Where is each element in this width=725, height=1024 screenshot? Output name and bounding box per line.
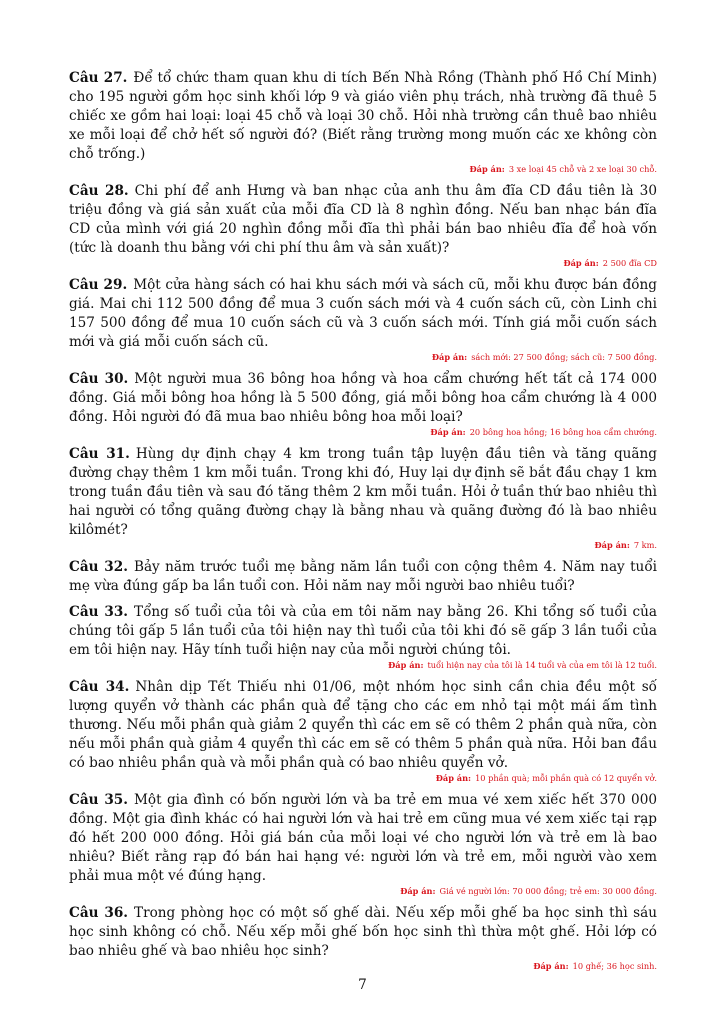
answer-label: Đáp án: — [388, 660, 424, 670]
question-35 — [69, 791, 657, 886]
question-36 — [69, 904, 657, 961]
question-text: Trong phòng học có một số ghế dài. Nếu xếp mỗi ghế ba học sinh thì sáu học sinh không có chỗ. Nếu xếp mỗi ghế bốn học sinh thì thừa một ghế. Hỏi lớp có bao nhiêu ghế và bao nhiêu học sinh? — [69, 905, 657, 959]
question-27 — [69, 69, 657, 164]
answer-text: 20 bông hoa hồng; 16 bông hoa cẩm chướng. — [469, 427, 657, 437]
answer-text: 3 xe loại 45 chỗ và 2 xe loại 30 chỗ. — [508, 164, 657, 174]
answer-35 — [69, 886, 657, 897]
question-number: Câu 33. — [69, 604, 129, 620]
question-number: Câu 34. — [69, 679, 130, 695]
question-text: Bảy năm trước tuổi mẹ bằng năm lần tuổi con cộng thêm 4. Năm nay tuổi mẹ vừa đúng gấp ba lần tuổi con. Hỏi năm nay mỗi người bao nhiêu tuổi? — [69, 559, 657, 594]
question-number: Câu 28. — [69, 183, 129, 199]
answer-text: 2 500 đĩa CD — [602, 258, 657, 268]
answer-label: Đáp án: — [469, 164, 505, 174]
question-text: Một cửa hàng sách có hai khu sách mới và sách cũ, mỗi khu được bán đồng giá. Mai chi 112 500 đồng để mua 3 cuốn sách mới và 4 cuốn sách cũ, còn Linh chi 157 500 đồng để mua 10 cuốn sách cũ và 3 cuốn sách mới. Tính giá mỗi cuốn sách mới và giá mỗi cuốn sách cũ. — [69, 277, 658, 350]
answer-text: 10 phần quà; mỗi phần quà có 12 quyển vở. — [475, 773, 657, 783]
question-33 — [69, 603, 657, 660]
page-number: 7 — [358, 977, 367, 993]
question-number: Câu 31. — [69, 446, 130, 462]
answer-label: Đáp án: — [435, 773, 472, 783]
question-text: Để tổ chức tham quan khu di tích Bến Nhà Rồng (Thành phố Hồ Chí Minh) cho 195 người gồm học sinh khối lớp 9 và giáo viên phụ trách, nhà trường đã thuê 5 chiếc xe gồm hai loại: loại 45 chỗ và loại 30 chỗ. Hỏi nhà trường cần thuê bao nhiêu xe mỗi loại để chở hết số người đó? (Biết rằng trường mong muốn các xe không còn chỗ trống.) — [69, 70, 657, 162]
question-number: Câu 32. — [69, 559, 128, 575]
answer-34 — [69, 773, 657, 784]
answer-text: sách mới: 27 500 đồng; sách cũ: 7 500 đồng. — [471, 352, 657, 362]
answer-text: 7 km. — [633, 540, 657, 550]
answer-label: Đáp án: — [431, 352, 468, 362]
answer-text: Giá vé người lớn: 70 000 đồng; trẻ em: 30 000 đồng. — [439, 886, 657, 896]
question-number: Câu 35. — [69, 792, 128, 808]
answer-33 — [69, 660, 657, 671]
answer-29 — [69, 352, 657, 363]
answer-label: Đáp án: — [430, 427, 466, 437]
question-32 — [69, 558, 657, 596]
question-text: Một gia đình có bốn người lớn và ba trẻ em mua vé xem xiếc hết 370 000 đồng. Một gia đình khác có hai người lớn và hai trẻ em cũng mua vé xem xiếc tại rạp đó hết 200 000 đồng. Hỏi giá bán của mỗi loại vé cho người lớn và trẻ em là bao nhiêu? Biết rằng rạp đó bán hai hạng vé: người lớn và trẻ em, mỗi người vào xem phải mua một vé đúng hạng. — [69, 792, 657, 884]
question-number: Câu 29. — [69, 277, 128, 293]
question-number: Câu 36. — [69, 905, 129, 921]
answer-28 — [69, 258, 657, 269]
question-30 — [69, 370, 657, 427]
question-text: Chi phí để anh Hưng và ban nhạc của anh thu âm đĩa CD đầu tiên là 30 triệu đồng và giá sản xuất của mỗi đĩa CD là 8 nghìn đồng. Nếu ban nhạc bán đĩa CD của mình với giá 20 nghìn đồng mỗi đĩa thì phải bán bao nhiêu đĩa để hoà vốn (tức là doanh thu bằng với chi phí thu âm và sản xuất)? — [69, 183, 657, 256]
question-29 — [69, 276, 657, 352]
question-number: Câu 27. — [69, 70, 128, 86]
answer-30 — [69, 427, 657, 438]
answer-label: Đáp án: — [400, 886, 436, 896]
question-text: Nhân dịp Tết Thiếu nhi 01/06, một nhóm học sinh cần chia đều một số lượng quyển vở thành các phần quà để tặng cho các em nhỏ tại một mái ấm tình thương. Nếu mỗi phần quà giảm 2 quyển thì các em sẽ có thêm 2 phần quà nữa, còn nếu mỗi phần quà giảm 4 quyển thì các em sẽ có thêm 5 phần quà nữa. Hỏi ban đầu có bao nhiêu phần quà và mỗi phần quà có bao nhiêu quyển vở. — [69, 679, 657, 771]
question-34 — [69, 678, 657, 773]
question-text: Tổng số tuổi của tôi và của em tôi năm nay bằng 26. Khi tổng số tuổi của chúng tôi gấp 5 lần tuổi của tôi hiện nay thì tuổi của tôi khi đó sẽ gấp 3 lần tuổi của em tôi hiện nay. Hãy tính tuổi hiện nay của mỗi người chúng tôi. — [69, 604, 657, 658]
answer-27 — [69, 164, 657, 175]
answer-label: Đáp án: — [533, 961, 569, 971]
question-text: Một người mua 36 bông hoa hồng và hoa cẩm chướng hết tất cả 174 000 đồng. Giá mỗi bông hoa hồng là 5 500 đồng, giá mỗi bông hoa cẩm chướng là 4 000 đồng. Hỏi người đó đã mua bao nhiêu bông hoa mỗi loại? — [69, 371, 657, 425]
question-31 — [69, 445, 657, 540]
question-28 — [69, 182, 657, 258]
answer-label: Đáp án: — [563, 258, 599, 268]
document-page — [69, 69, 657, 972]
answer-text: tuổi hiện nay của tôi là 14 tuổi và của em tôi là 12 tuổi. — [427, 660, 657, 670]
answer-text: 10 ghế; 36 học sinh. — [572, 961, 657, 971]
answer-36 — [69, 961, 657, 972]
question-number: Câu 30. — [69, 371, 129, 387]
answer-31 — [69, 540, 657, 551]
answer-label: Đáp án: — [594, 540, 630, 550]
question-text: Hùng dự định chạy 4 km trong tuần tập luyện đầu tiên và tăng quãng đường chạy thêm 1 km mỗi tuần. Trong khi đó, Huy lại dự định sẽ bắt đầu chạy 1 km trong tuần đầu tiên và sau đó tăng thêm 2 km mỗi tuần. Hỏi ở tuần thứ bao nhiêu thì hai người có tổng quãng đường chạy là bằng nhau và quãng đường đó là bao nhiêu kilômét? — [69, 446, 657, 538]
